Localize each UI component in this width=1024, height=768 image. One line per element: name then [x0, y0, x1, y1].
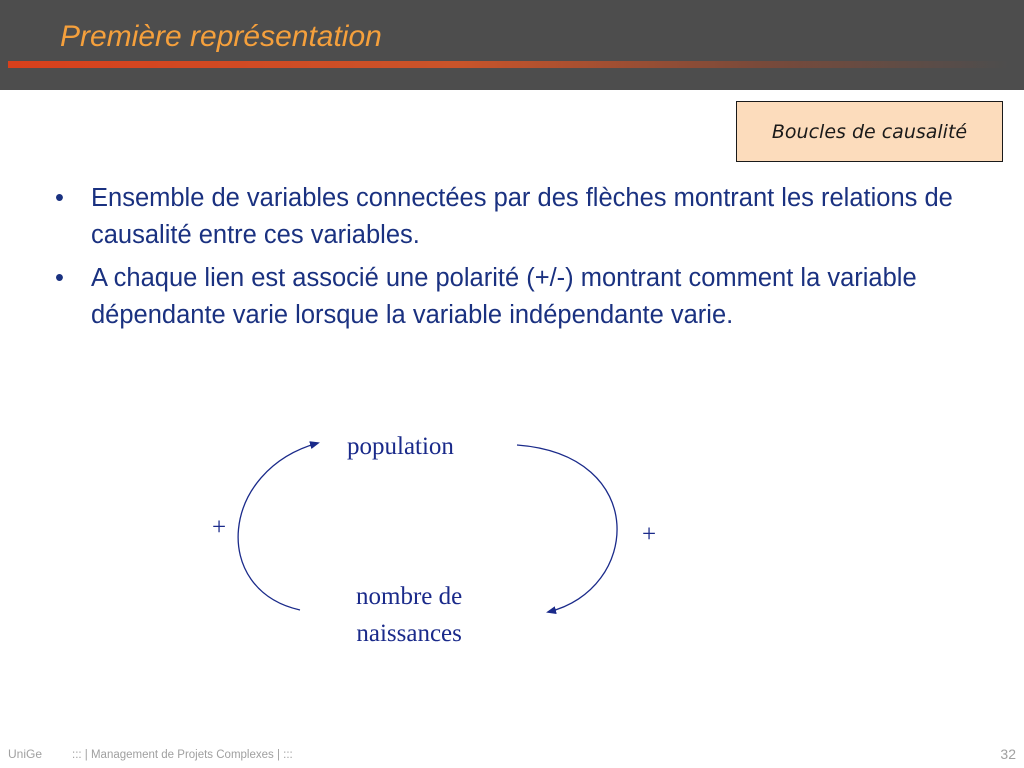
node-population: population — [347, 433, 454, 460]
bullet-marker: • — [55, 184, 64, 212]
bullet-text-1: Ensemble de variables connectées par des flèches montrant les relations de causalité entre ces variables. — [91, 184, 953, 249]
section-tag-label: Boucles de causalité — [771, 120, 968, 143]
node-births — [356, 578, 462, 652]
footer-course: ::: | Management de Projets Complexes | ::: — [72, 749, 293, 761]
link-population-to-births — [517, 445, 617, 612]
node-births-line1: nombre de — [356, 583, 463, 610]
polarity-left: + — [211, 514, 227, 541]
footer-org: UniGe — [8, 747, 43, 761]
link-births-to-population — [238, 443, 318, 610]
bullet-marker: • — [55, 264, 64, 292]
bullet-text-2: A chaque lien est associé une polarité (+/-) montrant comment la variable dépendante varie lorsque la variable indépendante varie. — [91, 264, 917, 329]
slide-title: Première représentation — [60, 20, 382, 53]
polarity-right: + — [641, 521, 657, 548]
page-number: 32 — [1000, 746, 1016, 762]
node-births-line2: naissances — [356, 620, 462, 647]
